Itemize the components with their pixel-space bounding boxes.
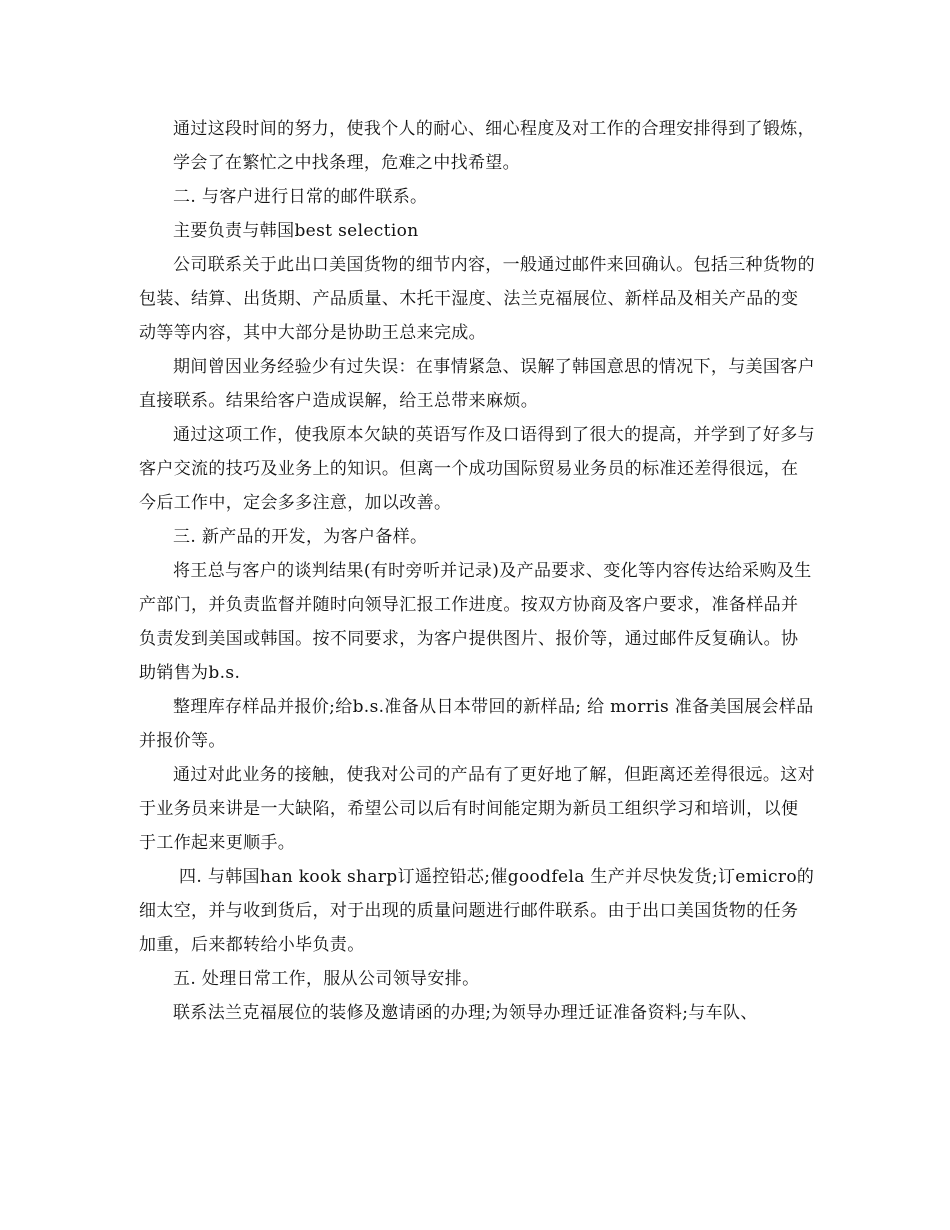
paragraph-effort-summary: 通过这段时间的努力，使我个人的耐心、细心程度及对工作的合理安排得到了锻炼，	[173, 119, 815, 139]
paragraph-learned-order: 学会了在繁忙之中找条理，危难之中找希望。	[173, 153, 520, 173]
paragraph-frankfurt-booth: 联系法兰克福展位的装修及邀请函的办理;为领导办理迁证准备资料;与车队、	[173, 1003, 758, 1023]
paragraph-negotiation-results: 将王总与客户的谈判结果(有时旁听并记录)及产品要求、变化等内容传达给采购及生产部门，并负责监督并随时向领导汇报工作进度。按双方协商及客户要求，准备样品并负责发到美国或韩国。按不同要求，为客户提供图片、报价等，通过邮件反复确认。协助销售为b.s.	[139, 561, 812, 683]
paragraph-company-contact: 公司联系关于此出口美国货物的细节内容，一般通过邮件来回确认。包括三种货物的包装、结算、出货期、产品质量、木托干湿度、法兰克福展位、新样品及相关产品的变动等等内容，其中大部分是协助王总来完成。	[139, 255, 815, 343]
paragraph-mistake: 期间曾因业务经验少有过失误：在事情紧急、误解了韩国意思的情况下，与美国客户直接联系。结果给客户造成误解，给王总带来麻烦。	[139, 357, 815, 411]
section-heading-2: 二. 与客户进行日常的邮件联系。	[173, 187, 428, 207]
paragraph-korea-best-selection: 主要负责与韩国best selection	[173, 221, 419, 241]
paragraph-inventory-samples: 整理库存样品并报价;给b.s.准备从日本带回的新样品; 给 morris 准备美国展会样品并报价等。	[139, 697, 814, 751]
section-heading-4: 四. 与韩国han kook sharp订遥控铅芯;催goodfela 生产并尽快发货;订emicro的细太空，并与收到货后，对于出现的质量问题进行邮件联系。由于出口美国货物的任务加重，后来都转给小毕负责。	[139, 867, 815, 955]
section-heading-5: 五. 处理日常工作，服从公司领导安排。	[173, 969, 480, 989]
section-heading-3: 三. 新产品的开发，为客户备样。	[173, 527, 428, 547]
document-body	[139, 112, 815, 1030]
paragraph-english-improvement: 通过这项工作，使我原本欠缺的英语写作及口语得到了很大的提高，并学到了好多与客户交流的技巧及业务上的知识。但离一个成功国际贸易业务员的标准还差得很远，在今后工作中，定会多多注意，加以改善。	[139, 425, 815, 513]
paragraph-business-contact: 通过对此业务的接触，使我对公司的产品有了更好地了解，但距离还差得很远。这对于业务员来讲是一大缺陷，希望公司以后有时间能定期为新员工组织学习和培训，以便于工作起来更顺手。	[139, 765, 815, 853]
